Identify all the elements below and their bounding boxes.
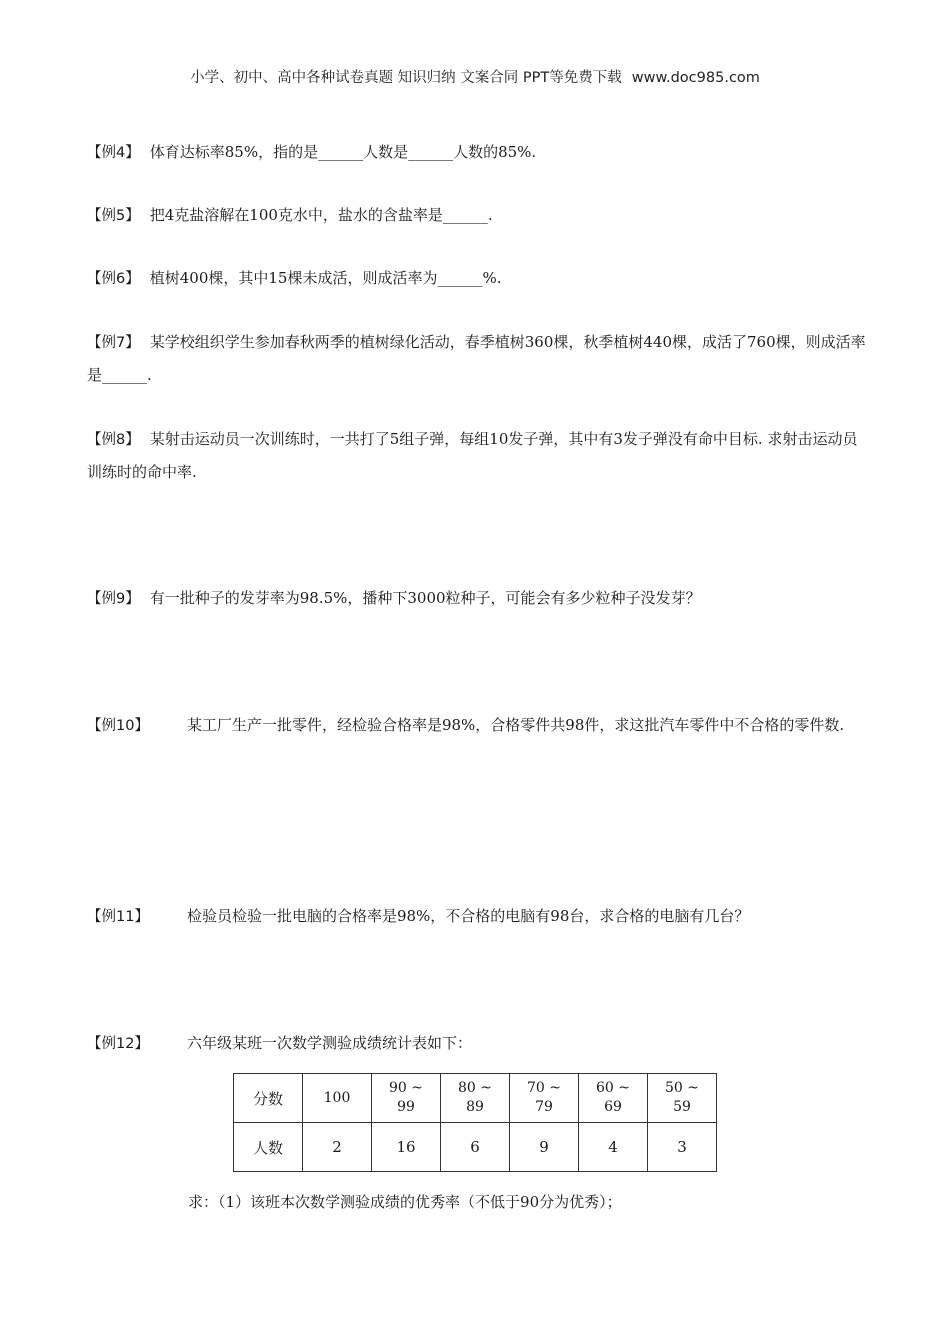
example-8 [87,423,867,488]
score-row [234,1074,717,1123]
example-tag: 【例11】 [87,909,149,925]
range-top: 70 ~ [527,1080,561,1096]
example-5 [87,199,867,232]
count-cell: 6 [441,1123,510,1172]
example-tag: 【例4】 [87,145,140,161]
example-text: 六年级某班一次数学测验成绩统计表如下： [186,1034,472,1052]
example-tag: 【例8】 [87,432,140,448]
range-top: 60 ~ [596,1080,630,1096]
example-12 [87,1027,867,1060]
range-top: 90 ~ [389,1080,423,1096]
score-range-cell [372,1074,441,1123]
range-bottom: 69 [604,1099,622,1115]
question-text: 求：（1）该班本次数学测验成绩的优秀率（不低于90分为优秀）； [188,1193,622,1211]
example-tag: 【例6】 [87,271,140,287]
row-header-score: 分数 [234,1074,303,1123]
range-bottom: 89 [466,1099,484,1115]
example-text: 某学校组织学生参加春秋两季的植树绿化活动，春季植树360棵，秋季植树440棵，成活了760棵，则成活率是______. [87,333,866,384]
score-range-cell [648,1074,717,1123]
example-text: 有一批种子的发芽率为98.5%，播种下3000粒种子，可能会有多少粒种子没发芽？ [149,589,701,607]
score-table [233,1073,717,1172]
example-tag: 【例7】 [87,335,140,351]
range-bottom: 99 [397,1099,415,1115]
example-text: 把4克盐溶解在100克水中，盐水的含盐率是______. [149,206,493,224]
count-cell: 2 [303,1123,372,1172]
example-text: 某工厂生产一批零件，经检验合格率是98%，合格零件共98件，求这批汽车零件中不合格的零件数. [186,716,845,734]
example-11 [87,900,867,933]
example-9 [87,582,867,615]
row-header-count: 人数 [234,1123,303,1172]
count-cell: 16 [372,1123,441,1172]
example-10 [87,709,867,742]
count-cell: 4 [579,1123,648,1172]
range-top: 80 ~ [458,1080,492,1096]
score-range-cell [579,1074,648,1123]
range-top: 100 [323,1089,351,1106]
score-range-cell [510,1074,579,1123]
example-tag: 【例12】 [87,1036,149,1052]
example-tag: 【例5】 [87,208,140,224]
header-text: 小学、初中、高中各种试卷真题 知识归纳 文案合同 PPT等免费下载 [190,70,622,86]
count-row [234,1123,717,1172]
range-bottom: 79 [535,1099,553,1115]
example-text: 某射击运动员一次训练时，一共打了5组子弹，每组10发子弹，其中有3发子弹没有命中目标. 求射击运动员训练时的命中率. [87,430,858,481]
example-tag: 【例9】 [87,591,140,607]
count-cell: 9 [510,1123,579,1172]
count-cell: 3 [648,1123,717,1172]
example-7 [87,326,867,391]
example-text: 体育达标率85%，指的是______人数是______人数的85%. [149,143,537,161]
header-site-link[interactable]: www.doc985.com [631,70,760,86]
score-range-cell [441,1074,510,1123]
example-tag: 【例10】 [87,718,149,734]
example-text: 检验员检验一批电脑的合格率是98%，不合格的电脑有98台，求合格的电脑有几台？ [186,907,750,925]
range-top: 50 ~ [665,1080,699,1096]
range-bottom: 59 [673,1099,691,1115]
example-text: 植树400棵，其中15棵未成活，则成活率为______%. [149,269,502,287]
example-4 [87,136,867,169]
page-header [0,66,950,87]
example-6 [87,262,867,295]
score-range-cell [303,1074,372,1123]
